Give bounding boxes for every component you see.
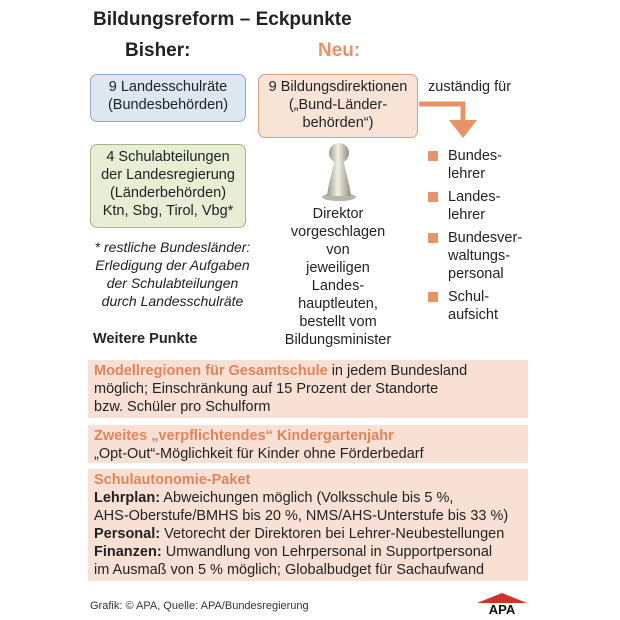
- band-line: [94, 362, 522, 380]
- band-text: Abweichungen möglich (Volksschule bis 5 %,: [160, 490, 454, 506]
- band-heading: Zweites „verpflichtendes“ Kindergartenjahr: [94, 428, 394, 444]
- modellregionen-band: [88, 360, 528, 418]
- band-heading: Schulautonomie-Paket: [94, 472, 251, 488]
- resp-line: lehrer: [448, 207, 486, 223]
- box-line: (Bundesbehörden): [107, 97, 229, 113]
- arrow-icon: [415, 98, 485, 142]
- zustaendig-label: zuständig für: [428, 79, 512, 95]
- direktor-text: [280, 205, 396, 349]
- band-heading: Modellregionen für Gesamtschule: [94, 363, 328, 379]
- kindergarten-band: [88, 425, 528, 463]
- resp-line: Schul-: [448, 289, 490, 305]
- personal-label: Personal:: [94, 526, 161, 542]
- responsibility-list: [428, 147, 538, 329]
- director-line: Direktor: [312, 206, 364, 222]
- note-line: der Schulabteilungen: [106, 275, 239, 291]
- box-line: 9 Landesschulräte: [108, 79, 228, 95]
- footnote: [90, 238, 255, 310]
- lehrplan-label: Lehrplan:: [94, 490, 161, 506]
- box-line: 4 Schulabteilungen: [106, 149, 230, 165]
- note-line: * restliche Bundesländer:: [94, 239, 251, 255]
- square-bullet-icon: [428, 292, 438, 302]
- box-line: („Bund-Länder-: [288, 97, 388, 113]
- note-line: durch Landesschulräte: [101, 293, 244, 309]
- list-item: [428, 147, 538, 183]
- band-line: „Opt-Out“-Möglichkeit für Kinder ohne Förderbedarf: [94, 446, 424, 462]
- resp-line: personal: [448, 266, 504, 282]
- band-text: Vetorecht der Direktoren bei Lehrer-Neubestellungen: [160, 526, 505, 542]
- box-line: 9 Bildungsdirektionen: [268, 79, 408, 95]
- neu-heading: Neu:: [318, 40, 361, 61]
- director-line: jeweiligen Landes-: [306, 260, 370, 294]
- resp-line: Bundes-: [448, 148, 503, 164]
- square-bullet-icon: [428, 151, 438, 161]
- box-line: Ktn, Sbg, Tirol, Vbg*: [102, 203, 234, 219]
- band-line: [94, 543, 522, 561]
- figure-icon: [318, 140, 360, 202]
- director-line: Bildungsminister: [284, 332, 392, 348]
- box-line: behörden“): [302, 115, 374, 131]
- band-text: in jedem Bundesland: [327, 363, 468, 379]
- schulabteilungen-box: [90, 144, 246, 228]
- bisher-heading: Bisher:: [125, 40, 191, 61]
- director-line: bestellt vom: [299, 314, 377, 330]
- director-line: vorgeschlagen von: [290, 224, 386, 258]
- director-line: hauptleuten,: [298, 296, 378, 312]
- resp-line: Landes-: [448, 189, 501, 205]
- box-line: (Länderbehörden): [109, 185, 227, 201]
- apa-logo: [477, 593, 527, 615]
- note-line: Erledigung der Aufgaben: [95, 257, 250, 273]
- weitere-heading: Weitere Punkte: [93, 331, 198, 347]
- band-text: Umwandlung von Lehrpersonal in Supportpersonal: [161, 544, 493, 560]
- bildungsdirektionen-box: [258, 74, 418, 138]
- list-item: [428, 229, 538, 283]
- resp-line: aufsicht: [448, 307, 498, 323]
- page-title: Bildungsreform – Eckpunkte: [93, 9, 352, 30]
- band-line: [94, 489, 522, 507]
- band-line: [94, 525, 522, 543]
- resp-line: waltungs-: [448, 248, 511, 264]
- band-line: AHS-Oberstufe/BMHS bis 20 %, NMS/AHS-Unterstufe bis 33 %): [94, 508, 509, 524]
- schulautonomie-band: [88, 469, 528, 581]
- finanzen-label: Finanzen:: [94, 544, 162, 560]
- band-line: bzw. Schüler pro Schulform: [94, 399, 271, 415]
- resp-line: lehrer: [448, 166, 486, 182]
- band-line: im Ausmaß von 5 % möglich; Globalbudget für Sachaufwand: [94, 562, 485, 578]
- credit-line: Grafik: © APA, Quelle: APA/Bundesregierung: [90, 600, 309, 612]
- band-line: möglich; Einschränkung auf 15 Prozent der Standorte: [94, 381, 439, 397]
- box-line: der Landesregierung: [101, 167, 235, 183]
- list-item: [428, 188, 538, 224]
- square-bullet-icon: [428, 233, 438, 243]
- logo-text: APA: [488, 602, 516, 615]
- list-item: [428, 288, 538, 324]
- resp-line: Bundesver-: [448, 230, 523, 246]
- landesschulraete-box: [90, 74, 246, 122]
- square-bullet-icon: [428, 192, 438, 202]
